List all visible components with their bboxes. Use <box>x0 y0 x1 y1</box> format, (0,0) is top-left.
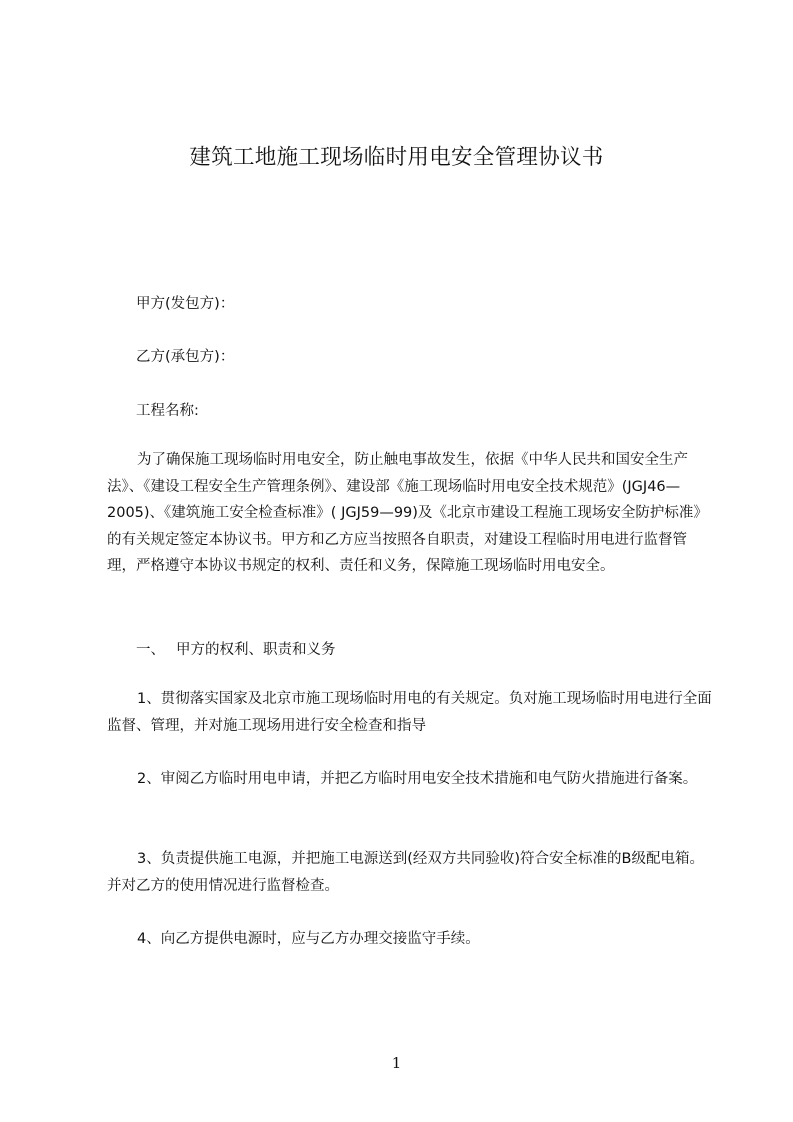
clause-item <box>107 766 715 793</box>
section-number: 一、 <box>136 642 165 658</box>
clause-text: 3、负责提供施工电源，并把施工电源送到(经双方共同验收)符合安全标准的B级配电箱。并对乙方的使用情况进行监督检查。 <box>107 851 704 894</box>
intro-paragraph <box>107 447 715 580</box>
clause-text: 2、审阅乙方临时用电申请，并把乙方临时用电安全技术措施和电气防火措施进行备案。 <box>137 771 698 787</box>
party-a-label: 甲方(发包方)： <box>136 296 235 312</box>
clause-text: 4、向乙方提供电源时，应与乙方办理交接监守手续。 <box>137 931 480 947</box>
section-title: 甲方的权利、职责和义务 <box>176 642 336 658</box>
intro-text: 为了确保施工现场临时用电安全，防止触电事故发生，依据《中华人民共和国安全生产法》、《建设工程安全生产管理条例》、建设部《施工现场临时用电安全技术规范》(JGJ46—2005)、《建筑施工安全检查标准》( JGJ59—99)及《北京市建设工程施工现场安全防护标准》的有关规定签定本协议书。甲方和乙方应当按照各自职责，对建设工程临时用电进行监督管理，严格遵守本协议书规定的权利、责任和义务，保障施工现场临时用电安全。 <box>107 452 708 574</box>
clause-item <box>107 686 715 739</box>
clause-item <box>107 846 715 899</box>
section-heading <box>136 638 336 659</box>
party-b-label: 乙方(承包方)： <box>136 349 235 365</box>
clause-text: 1、贯彻落实国家及北京市施工现场临时用电的有关规定。负对施工现场临时用电进行全面监督、管理，并对施工现场用进行安全检查和指导 <box>107 691 712 734</box>
document-title: 建筑工地施工现场临时用电安全管理协议书 <box>189 145 604 170</box>
page-number: 1 <box>391 1054 402 1072</box>
project-name-label: 工程名称: <box>136 403 199 419</box>
clause-item <box>107 926 715 953</box>
